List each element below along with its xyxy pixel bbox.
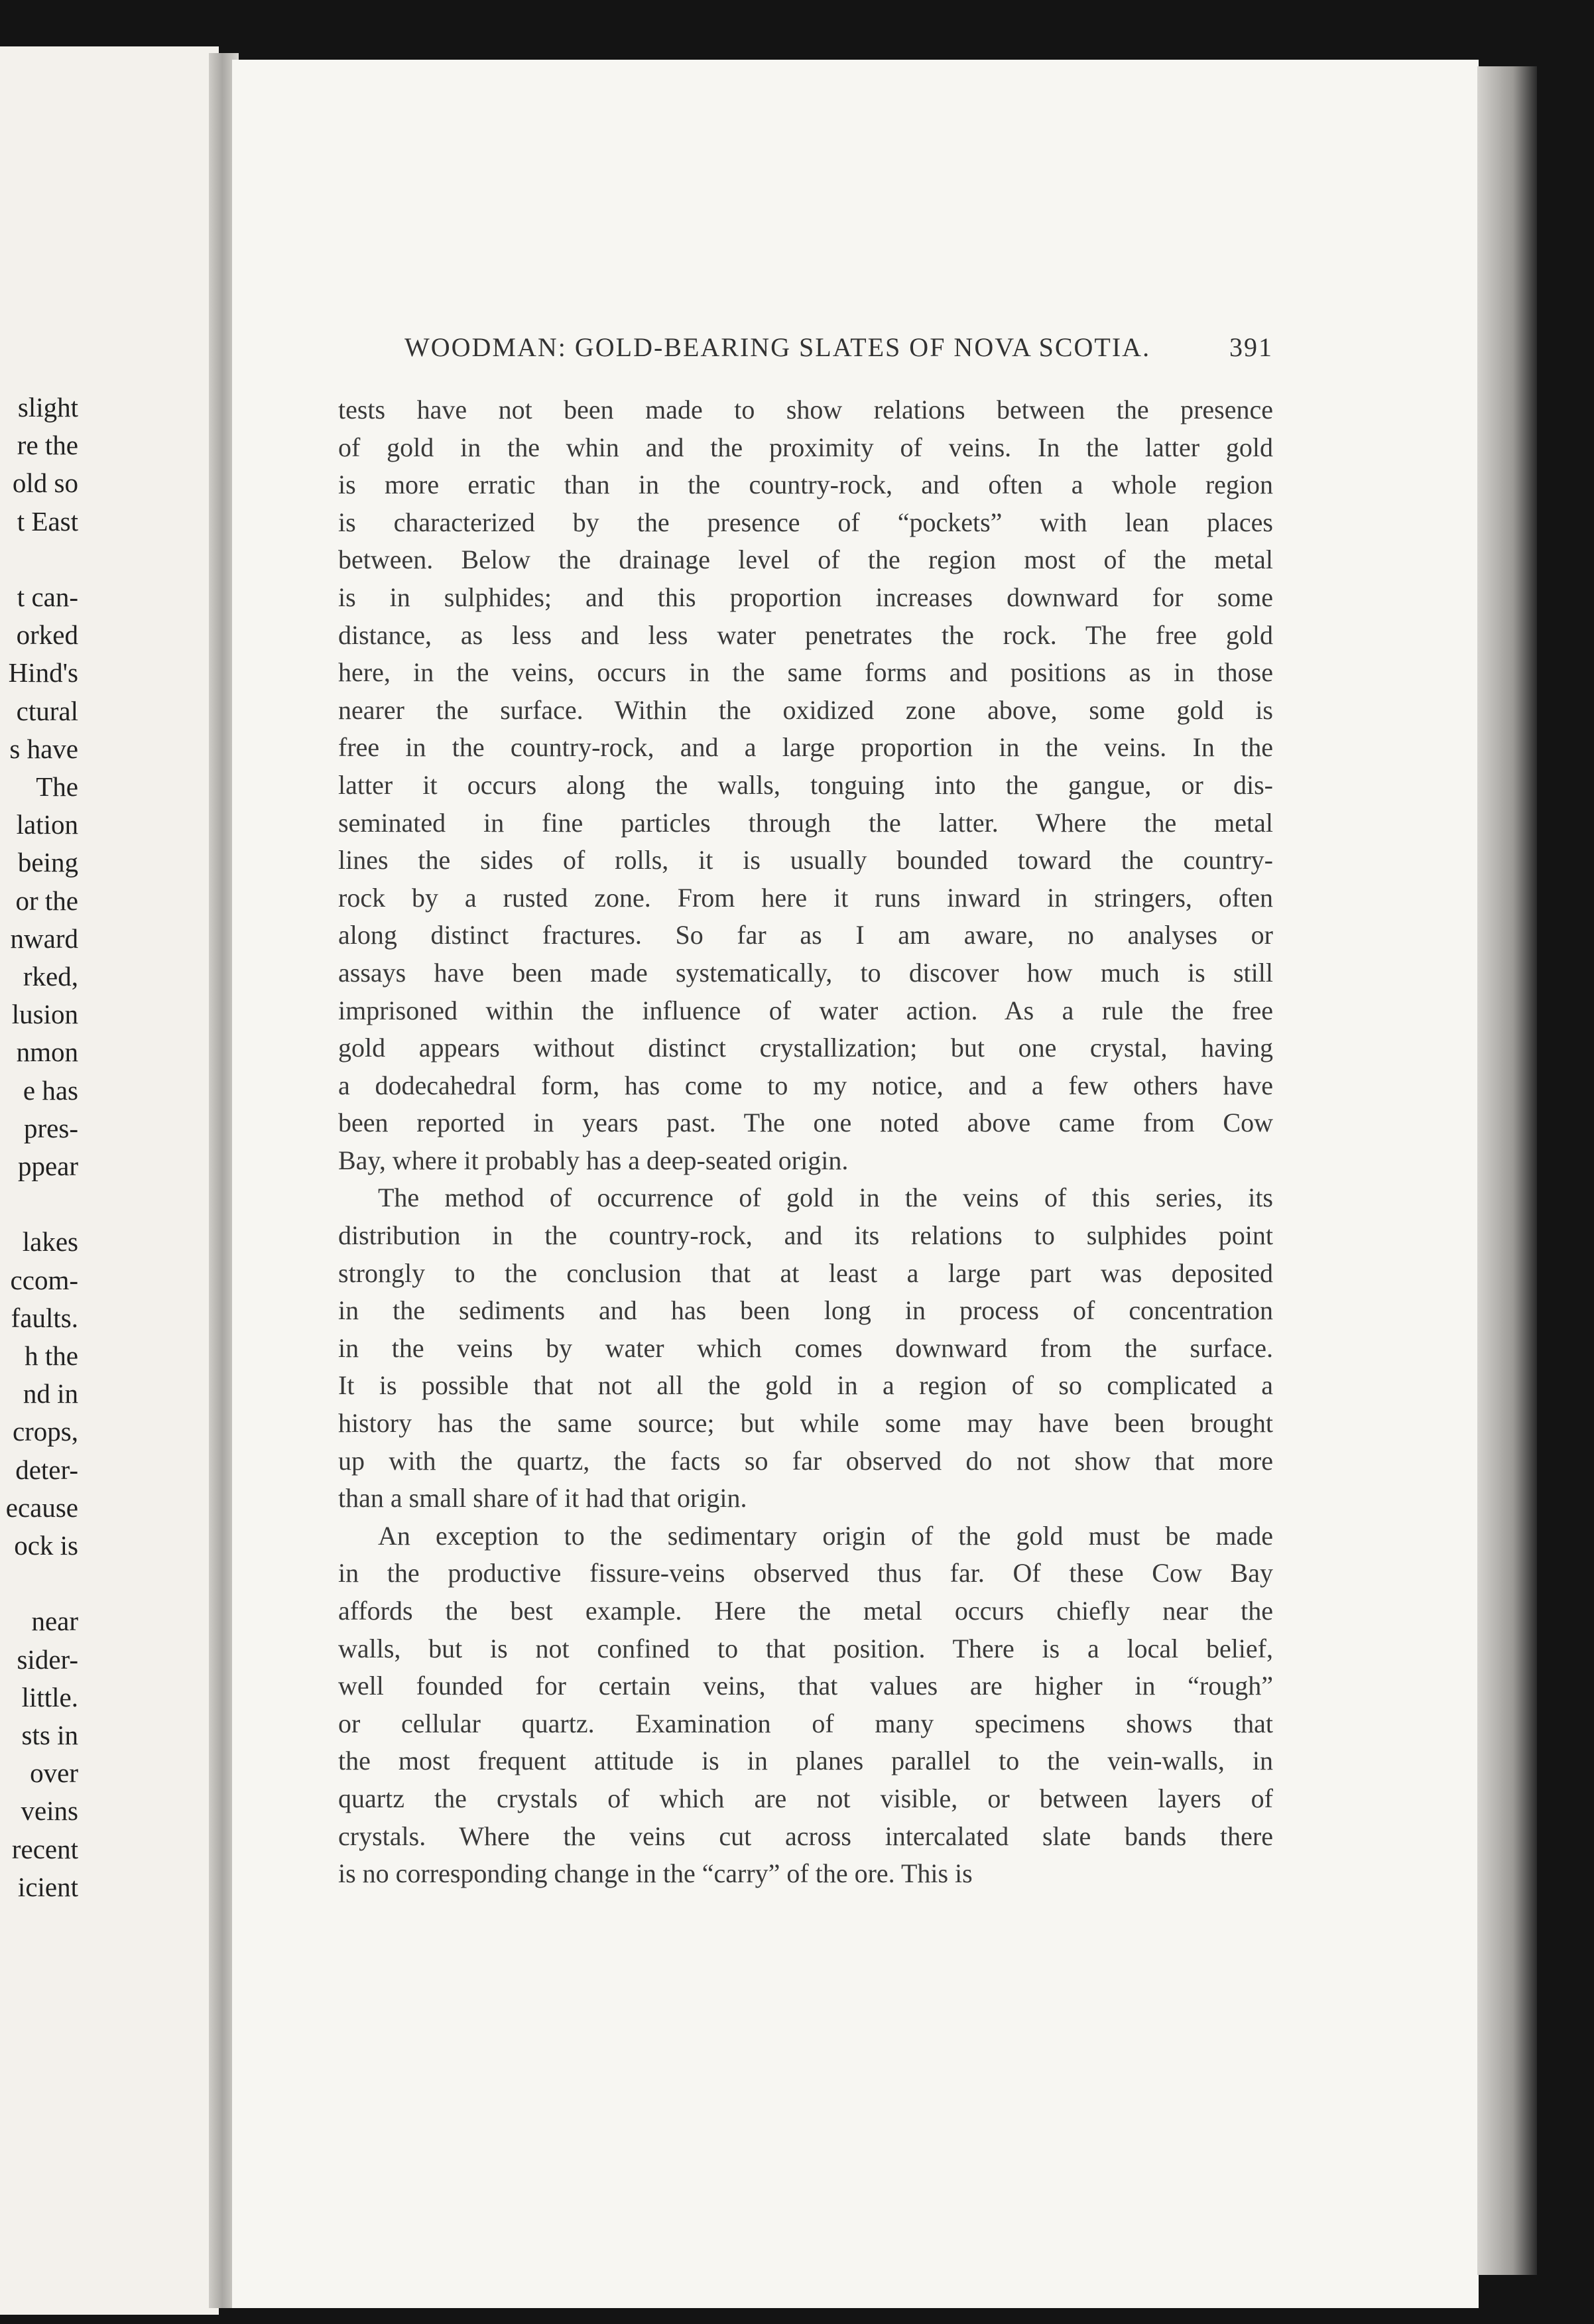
left-page-line: slight [17,392,78,422]
left-page-line: old so [12,468,78,499]
page-edge [1477,66,1537,2275]
text-line: Bay, where it probably has a deep-seated origin. [338,1145,849,1175]
text-line: history has the same source; but while some may have been brought [338,1408,1273,1439]
left-page-line: ock is [14,1530,78,1561]
text-line: a dodecahedral form, has come to my notice, and a few others have [338,1070,1273,1100]
text-line: affords the best example. Here the metal occurs chiefly near the [338,1596,1273,1626]
left-page-line: ppear [17,1151,78,1181]
paragraph [338,391,1273,1179]
text-line: The method of occurrence of gold in the veins of this series, its [378,1183,1273,1213]
left-page-line: or the [15,885,78,916]
left-page-line: Hind's [8,657,78,688]
text-line: between. Below the drainage level of the region most of the metal [338,545,1273,575]
left-page-line: lusion [11,999,78,1030]
left-page-line: The [36,771,78,802]
left-page-line: sts in [21,1720,78,1750]
left-page [0,46,219,2315]
text-line: the most frequent attitude is in planes parallel to the vein-walls, in [338,1746,1273,1776]
text-line: It is possible that not all the gold in a region of so complicated a [338,1370,1273,1401]
left-page-line: over [30,1758,78,1789]
left-page-line: t East [17,505,78,537]
text-line: distance, as less and less water penetrates the rock. The free gold [338,619,1273,650]
left-page-line: little. [21,1681,78,1712]
left-page-line: lation [16,809,78,840]
text-line: gold appears without distinct crystallization; but one crystal, having [338,1033,1273,1063]
text-line: nearer the surface. Within the oxidized zone above, some gold is [338,694,1273,725]
page-number: 391 [1229,332,1273,362]
body-text [338,391,1273,1893]
left-page-line: ctural [16,695,78,726]
left-page-line: sider- [17,1644,78,1675]
left-page-line: icient [17,1871,78,1902]
left-page-line: nward [10,923,78,954]
left-page-line: deter- [15,1454,78,1485]
left-page-line: ccom- [10,1264,78,1295]
text-line: in the sediments and has been long in process of concentration [338,1295,1273,1326]
left-page-line: faults. [11,1302,78,1333]
text-line: walls, but is not confined to that position. There is a local belief, [338,1633,1273,1663]
text-line: of gold in the whin and the proximity of veins. In the latter gold [338,432,1273,462]
left-page-line: pres- [24,1112,78,1143]
text-line: rock by a rusted zone. From here it runs inward in stringers, often [338,882,1273,913]
text-line: tests have not been made to show relations between the presence [338,395,1273,424]
left-page-line: veins [21,1795,78,1827]
left-page-line: re the [17,430,78,461]
text-line: quartz the crystals of which are not visible, or between layers of [338,1783,1273,1813]
text-line: strongly to the conclusion that at least a large part was deposited [338,1258,1273,1288]
paragraph [338,1517,1273,1893]
left-page-line: h the [25,1340,78,1371]
running-header [404,332,1273,371]
text-line: is characterized by the presence of “pockets” with lean places [338,507,1273,537]
left-page-line: e has [23,1074,78,1106]
left-page-line: t can- [17,582,78,612]
text-line: assays have been made systematically, to discover how much is still [338,957,1273,988]
left-page-line: rked, [23,961,78,992]
left-page-line: recent [11,1833,78,1864]
running-title: WOODMAN: GOLD-BEARING SLATES OF NOVA SCOTIA. [404,332,1151,362]
text-line: in the productive fissure-veins observed thus far. Of these Cow Bay [338,1558,1273,1588]
left-page-line: orked [16,619,78,651]
left-page-line: nd in [23,1378,78,1409]
text-line: or cellular quartz. Examination of many specimens shows that [338,1708,1273,1738]
left-page-line: crops, [12,1416,78,1447]
text-line: is no corresponding change in the “carry” of the ore. This is [338,1858,973,1889]
text-line: well founded for certain veins, that values are higher in “rough” [338,1671,1273,1701]
text-line: than a small share of it had that origin. [338,1483,747,1514]
text-line: crystals. Where the veins cut across intercalated slate bands there [338,1821,1273,1851]
text-line: along distinct fractures. So far as I am aware, no analyses or [338,920,1273,950]
left-page-line: ecause [5,1492,78,1523]
text-line: seminated in fine particles through the latter. Where the metal [338,807,1273,838]
text-line: imprisoned within the influence of water action. As a rule the free [338,995,1273,1025]
text-line: free in the country-rock, and a large proportion in the veins. In the [338,732,1273,763]
text-line: here, in the veins, occurs in the same forms and positions as in those [338,657,1273,688]
text-line: distribution in the country-rock, and its relations to sulphides point [338,1220,1273,1251]
text-line: is more erratic than in the country-rock, and often a whole region [338,470,1273,500]
left-page-line: s have [9,733,78,764]
text-line: An exception to the sedimentary origin of the gold must be made [378,1520,1273,1551]
left-page-line: being [17,847,78,878]
text-line: lines the sides of rolls, it is usually bounded toward the country- [338,845,1273,875]
paragraph [338,1179,1273,1517]
text-line: is in sulphides; and this proportion increases downward for some [338,582,1273,612]
text-line: in the veins by water which comes downward from the surface. [338,1332,1273,1363]
left-page-line: lakes [22,1226,78,1258]
text-line: been reported in years past. The one noted above came from Cow [338,1108,1273,1138]
text-line: up with the quartz, the facts so far observed do not show that more [338,1445,1273,1476]
text-line: latter it occurs along the walls, tonguing into the gangue, or dis- [338,769,1273,800]
left-page-line: near [31,1606,78,1637]
left-page-line: nmon [16,1037,78,1068]
